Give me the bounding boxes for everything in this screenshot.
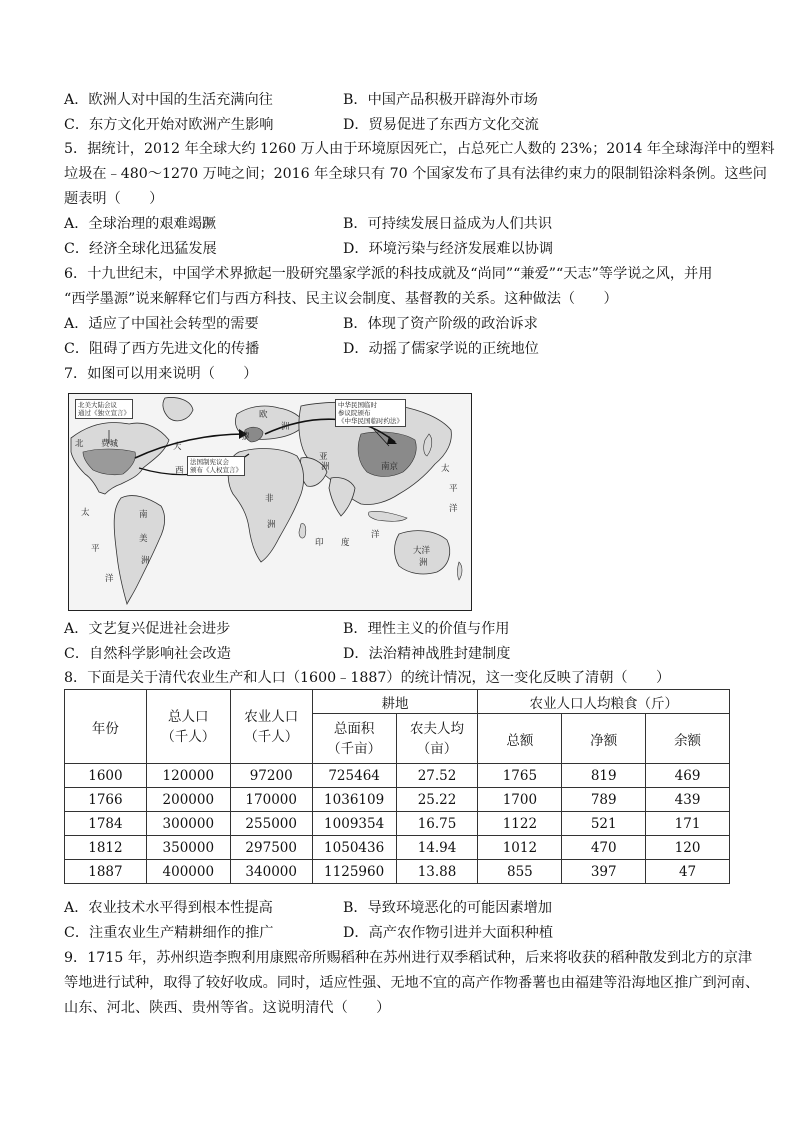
cell-year: 1887 [65,860,147,884]
q5-stem-line2: 垃圾在﹣480～1270 万吨之间；2016 年全球只有 70 个国家发布了具有法律约束力的限制铅涂料条例。这些问 [64,166,767,182]
cell-total-pop: 400000 [146,860,230,884]
cell-area: 725464 [312,764,396,788]
cell-year: 1766 [65,788,147,812]
map-label-pacific-ping-l: 平 [91,544,100,554]
header-farmland: 耕地 [312,690,478,714]
q4-option-c[interactable]: C．东方文化开始对欧洲产生影响 [64,117,274,133]
map-label-africa-fei: 非 [265,494,274,504]
cell-net: 789 [562,788,646,812]
cell-area: 1125960 [312,860,396,884]
table-row [65,836,730,860]
cell-area: 1036109 [312,788,396,812]
cell-net: 819 [562,764,646,788]
table-row [65,860,730,884]
cell-year: 1812 [65,836,147,860]
map-label-bei: 北 [75,439,84,449]
table-row [65,764,730,788]
q4-option-d[interactable]: D．贸易促进了东西方文化交流 [343,117,539,133]
world-map-figure [68,393,472,611]
cell-surplus: 469 [646,764,730,788]
q7-option-d[interactable]: D．法治精神战胜封建制度 [343,646,511,662]
map-label-paris: 黎 [241,432,250,442]
q7-option-c[interactable]: C．自然科学影响社会改造 [64,646,231,662]
caption-france [187,456,245,476]
map-label-indian-yang: 洋 [371,530,380,540]
cell-surplus: 171 [646,812,730,836]
header-year: 年份 [65,690,147,764]
map-label-asia-zhou: 洲 [321,462,330,472]
cell-net: 470 [562,836,646,860]
q7-stem: 7．如图可以用来说明（ ） [64,366,258,382]
cell-agri-pop: 97200 [230,764,312,788]
cell-total-pop: 350000 [146,836,230,860]
cell-surplus: 120 [646,836,730,860]
cell-total-pop: 300000 [146,812,230,836]
cell-per-farmer: 27.52 [396,764,478,788]
header-net: 净额 [562,714,646,764]
header-total-pop-unit: （千人） [161,728,216,745]
q5-stem-line3: 题表明（ ） [64,191,164,207]
map-label-pacific-tai-l: 太 [81,508,90,518]
q9-stem-line2: 等地进行试种，取得了较好收成。同时，适应性强、无地不宜的高产作物番薯也由福建等沿海地区推广到河南、 [64,975,760,991]
q4-option-b[interactable]: B．中国产品积极开辟海外市场 [343,92,538,108]
header-agri-pop [230,690,312,764]
cell-agri-pop: 255000 [230,812,312,836]
header-per-farmer [396,714,478,764]
q7-option-b[interactable]: B．理性主义的价值与作用 [343,621,510,637]
cell-gross: 1700 [478,788,562,812]
cell-surplus: 47 [646,860,730,884]
map-label-oceania-zhou: 洲 [419,558,428,568]
stats-table [64,689,730,884]
caption-north-america [75,399,133,419]
cell-gross: 1765 [478,764,562,788]
cell-per-farmer: 25.22 [396,788,478,812]
q8-stem: 8．下面是关于清代农业生产和人口（1600﹣1887）的统计情况，这一变化反映了清朝（ ） [64,670,671,686]
table-row [65,812,730,836]
caption-na-line2: 通过《独立宣言》 [78,409,130,417]
q9-stem-line1: 9．1715 年，苏州织造李煦利用康熙帝所赐稻种在苏州进行双季稻试种，后来将收获的稻种散发到北方的京津 [64,950,753,966]
map-label-xi: 西 [175,466,184,476]
map-label-pacific-yang-r: 洋 [449,504,458,514]
q6-stem-line1: 6．十九世纪末，中国学术界掀起一股研究墨家学派的科技成就及“尚同”“兼爱”“天志”等学说之风，并用 [64,266,713,282]
q8-option-d[interactable]: D．高产农作物引进并大面积种植 [343,925,554,941]
q5-option-a[interactable]: A．全球治理的艰难竭蹶 [64,216,217,232]
map-label-da: 大 [173,442,182,452]
cell-per-farmer: 13.88 [396,860,478,884]
cell-net: 521 [562,812,646,836]
cell-agri-pop: 170000 [230,788,312,812]
map-label-sa-mei: 美 [139,534,148,544]
q7-option-a[interactable]: A．文艺复兴促进社会进步 [64,621,231,637]
header-total-pop-label: 总人口 [168,708,209,725]
q5-option-c[interactable]: C．经济全球化迅猛发展 [64,241,217,257]
q9-stem-line3: 山东、河北、陕西、贵州等省。这说明清代（ ） [64,1000,391,1016]
table-row [65,788,730,812]
map-label-indian-yin: 印 [315,538,324,548]
cell-year: 1600 [65,764,147,788]
cell-total-pop: 200000 [146,788,230,812]
header-gross: 总额 [478,714,562,764]
caption-cn-line1: 中华民国临时 [338,401,377,409]
q6-stem-line2: “西学墨源”说来解释它们与西方科技、民主议会制度、基督教的关系。这种做法（ ） [64,291,618,307]
map-label-africa-zhou: 洲 [267,520,276,530]
map-label-europe-ou: 欧 [259,410,268,420]
header-grain: 农业人口人均粮食（斤） [478,690,730,714]
map-label-pacific-yang-l: 洋 [105,574,114,584]
cell-surplus: 439 [646,788,730,812]
q6-option-d[interactable]: D．动摇了儒家学说的正统地位 [343,341,539,357]
q8-option-c[interactable]: C．注重农业生产精耕细作的推广 [64,925,274,941]
map-label-sa-nan: 南 [139,510,148,520]
header-agri-pop-unit: （千人） [244,728,299,745]
header-agri-pop-label: 农业人口 [244,708,299,725]
cell-gross: 855 [478,860,562,884]
q4-option-a[interactable]: A．欧洲人对中国的生活充满向往 [64,92,273,108]
cell-net: 397 [562,860,646,884]
caption-cn-line2: 参议院颁布 [338,409,371,417]
cell-gross: 1012 [478,836,562,860]
map-label-pacific-tai-r: 太 [441,464,450,474]
header-per-farmer-unit: （亩） [416,740,458,757]
q5-option-b[interactable]: B．可持续发展日益成为人们共识 [343,216,553,232]
map-label-sa-zhou: 洲 [141,556,150,566]
map-label-indian-du: 度 [341,538,350,548]
cell-area: 1050436 [312,836,396,860]
q6-option-c[interactable]: C．阻碍了西方先进文化的传播 [64,341,260,357]
map-label-oceania-dayang: 大洋 [413,546,431,556]
caption-na-line1: 北美大陆会议 [78,401,117,409]
table-header-row-1 [65,690,730,714]
map-label-asia-ya: 亚 [319,452,328,462]
q8-option-a[interactable]: A．农业技术水平得到根本性提高 [64,900,273,916]
cell-total-pop: 120000 [146,764,230,788]
caption-fr-line2: 颁布《人权宣言》 [190,466,242,474]
q5-stem-line1: 5．据统计，2012 年全球大约 1260 万人由于环境原因死亡，占总死亡人数的 23%；2014 年全球海洋中的塑料 [64,141,775,157]
q8-option-b[interactable]: B．导致环境恶化的可能因素增加 [343,900,553,916]
header-area-label: 总面积 [333,720,375,737]
cell-area: 1009354 [312,812,396,836]
caption-fr-line1: 法国制宪议会 [190,458,229,466]
q6-option-b[interactable]: B．体现了资产阶级的政治诉求 [343,316,538,332]
header-per-farmer-label: 农夫人均 [410,720,465,737]
map-label-europe-zhou: 洲 [281,422,290,432]
header-total-pop [146,690,230,764]
q5-option-d[interactable]: D．环境污染与经济发展难以协调 [343,241,554,257]
caption-china [335,399,406,427]
map-label-nanjing: 南京 [381,462,399,472]
cell-agri-pop: 297500 [230,836,312,860]
map-label-pacific-ping-r: 平 [449,484,458,494]
header-surplus: 余额 [646,714,730,764]
header-area-unit: （千亩） [327,740,382,757]
cell-per-farmer: 16.75 [396,812,478,836]
header-area [312,714,396,764]
caption-cn-line3: 《中华民国临时约法》 [338,417,403,425]
cell-gross: 1122 [478,812,562,836]
cell-per-farmer: 14.94 [396,836,478,860]
map-label-philadelphia: 费城 [101,439,119,449]
stats-table-body [65,764,730,884]
cell-agri-pop: 340000 [230,860,312,884]
q6-option-a[interactable]: A．适应了中国社会转型的需要 [64,316,259,332]
cell-year: 1784 [65,812,147,836]
